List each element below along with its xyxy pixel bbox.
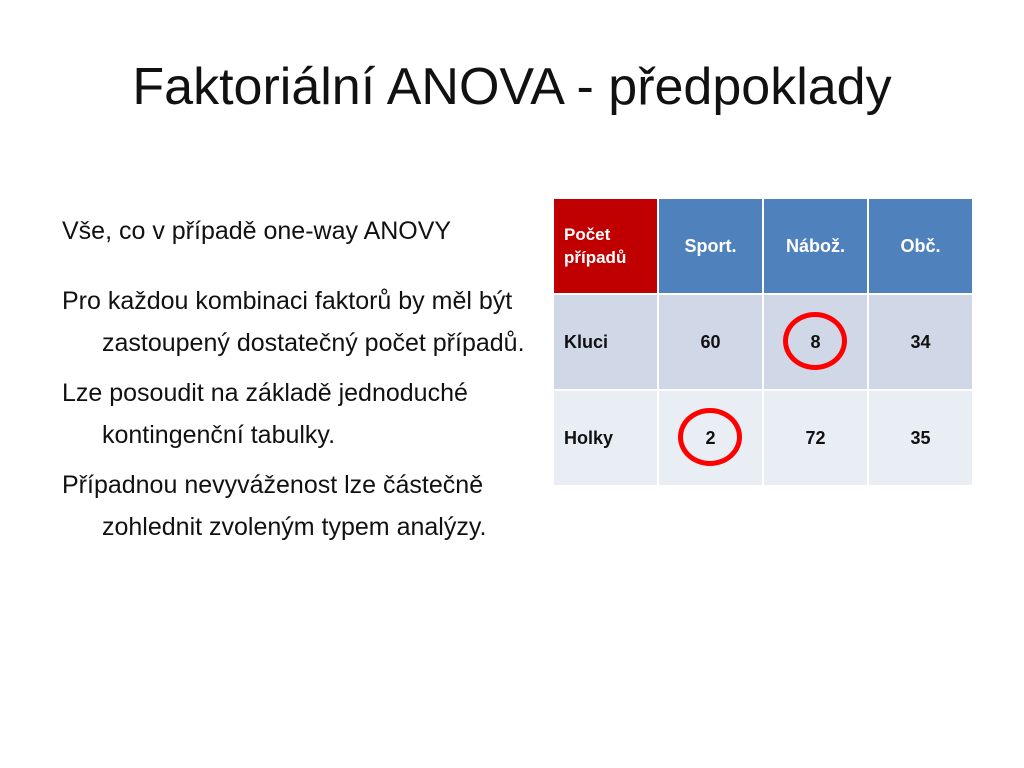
cell-value: 8 [810, 331, 821, 352]
bullet-item: Případnou nevyváženost lze částečně zohlednit zvoleným typem analýzy. [62, 471, 487, 541]
table-cell [658, 294, 763, 390]
table-cell [868, 294, 973, 390]
contingency-table [552, 197, 974, 487]
cell-value: 60 [700, 331, 721, 352]
table-row [553, 294, 973, 390]
table-cell [763, 390, 868, 486]
column-header-naboz: Nábož. [763, 198, 868, 294]
row-header-kluci: Kluci [553, 294, 658, 390]
table-header-row [553, 198, 973, 294]
slide-title: Faktoriální ANOVA - předpoklady [132, 58, 892, 116]
cell-value: 72 [805, 427, 826, 448]
cell-value: 35 [910, 427, 931, 448]
cell-value: 34 [910, 331, 931, 352]
bullet-list [62, 210, 542, 548]
bullet-item: Pro každou kombinaci faktorů by měl být zastoupený dostatečný počet případů. [62, 287, 525, 357]
cell-value: 2 [705, 427, 716, 448]
table-cell [868, 390, 973, 486]
table-row [553, 390, 973, 486]
column-header-sport: Sport. [658, 198, 763, 294]
bullet-item: Vše, co v případě one-way ANOVY [62, 217, 452, 245]
table-cell-highlighted [763, 294, 868, 390]
row-header-holky: Holky [553, 390, 658, 486]
bullet-item: Lze posoudit na základě jednoduché kontingenční tabulky. [62, 379, 468, 449]
table-cell-highlighted [658, 390, 763, 486]
column-header-obc: Obč. [868, 198, 973, 294]
corner-header: Počet případů [553, 198, 658, 294]
